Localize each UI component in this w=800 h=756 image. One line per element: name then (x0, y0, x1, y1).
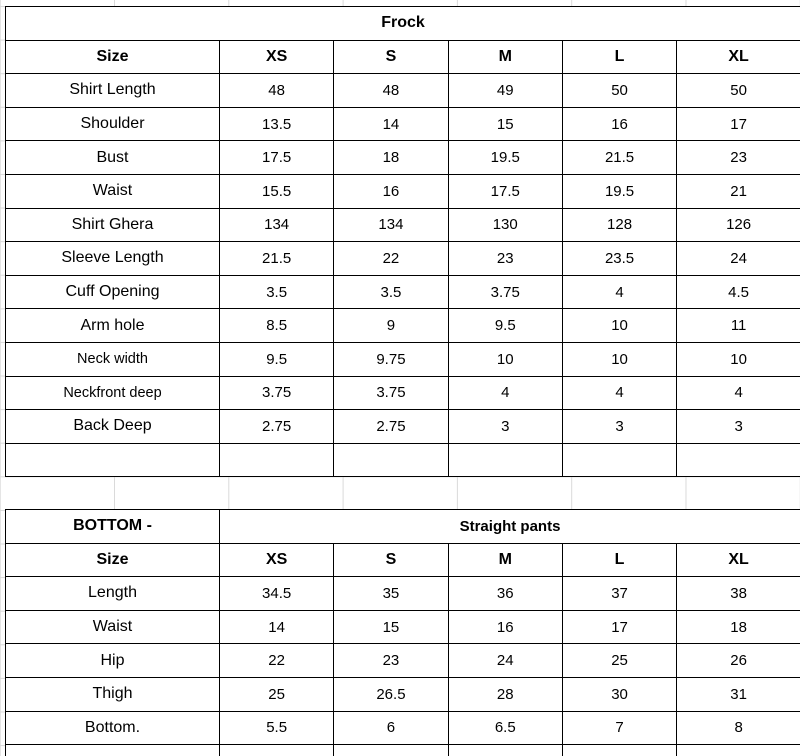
row-label[interactable]: Back Deep (6, 410, 220, 444)
empty-cell[interactable] (448, 745, 562, 756)
value-cell[interactable]: 22 (220, 644, 334, 678)
value-cell[interactable]: 2.75 (220, 410, 334, 444)
value-cell[interactable]: 2.75 (334, 410, 448, 444)
row-label[interactable]: Length (6, 577, 220, 611)
header-cell[interactable]: S (334, 543, 448, 577)
table-row (6, 644, 800, 678)
value-cell[interactable]: 23 (448, 242, 562, 276)
value-cell[interactable]: 21.5 (562, 141, 676, 175)
value-cell[interactable]: 49 (448, 74, 562, 108)
row-label[interactable]: Waist (6, 174, 220, 208)
value-cell[interactable]: 14 (220, 610, 334, 644)
value-cell[interactable]: 23 (677, 141, 800, 175)
value-cell[interactable]: 50 (677, 74, 800, 108)
header-cell[interactable]: XL (677, 40, 800, 74)
value-cell[interactable]: 16 (448, 610, 562, 644)
row-label[interactable]: Shirt Length (6, 74, 220, 108)
table-row (6, 376, 800, 410)
value-cell[interactable]: 30 (562, 677, 676, 711)
value-cell[interactable]: 3.5 (220, 275, 334, 309)
value-cell[interactable]: 17.5 (448, 174, 562, 208)
empty-cell[interactable] (6, 745, 220, 756)
frock-title-row (6, 7, 800, 41)
value-cell[interactable]: 4 (677, 376, 800, 410)
value-cell[interactable]: 24 (448, 644, 562, 678)
table-row (6, 275, 800, 309)
value-cell[interactable]: 21.5 (220, 242, 334, 276)
value-cell[interactable]: 37 (562, 577, 676, 611)
value-cell[interactable]: 10 (448, 342, 562, 376)
table-row (6, 610, 800, 644)
empty-cell[interactable] (448, 443, 562, 477)
header-cell[interactable]: L (562, 543, 676, 577)
value-cell[interactable]: 18 (334, 141, 448, 175)
value-cell[interactable]: 15 (334, 610, 448, 644)
value-cell[interactable]: 28 (448, 677, 562, 711)
table-row (6, 141, 800, 175)
value-cell[interactable]: 3.75 (448, 275, 562, 309)
value-cell[interactable]: 3.5 (334, 275, 448, 309)
empty-row (6, 443, 800, 477)
value-cell[interactable]: 134 (220, 208, 334, 242)
value-cell[interactable]: 17 (562, 610, 676, 644)
row-label[interactable]: Shoulder (6, 107, 220, 141)
row-label[interactable]: Bottom. (6, 711, 220, 745)
value-cell[interactable]: 48 (334, 74, 448, 108)
value-cell[interactable]: 31 (677, 677, 800, 711)
header-cell[interactable]: L (562, 40, 676, 74)
value-cell[interactable]: 14 (334, 107, 448, 141)
empty-cell[interactable] (6, 443, 220, 477)
header-cell[interactable]: Size (6, 40, 220, 74)
value-cell[interactable]: 3 (562, 410, 676, 444)
value-cell[interactable]: 11 (677, 309, 800, 343)
value-cell[interactable]: 13.5 (220, 107, 334, 141)
empty-cell[interactable] (334, 745, 448, 756)
table-row (6, 174, 800, 208)
row-label[interactable]: Neck width (6, 342, 220, 376)
value-cell[interactable]: 36 (448, 577, 562, 611)
value-cell[interactable]: 10 (562, 309, 676, 343)
header-cell[interactable]: XL (677, 543, 800, 577)
value-cell[interactable]: 134 (334, 208, 448, 242)
value-cell[interactable]: 3 (448, 410, 562, 444)
row-label[interactable]: Bust (6, 141, 220, 175)
table-row (6, 107, 800, 141)
value-cell[interactable]: 23 (334, 644, 448, 678)
header-cell[interactable]: S (334, 40, 448, 74)
value-cell[interactable]: 8 (677, 711, 800, 745)
value-cell[interactable]: 3.75 (334, 376, 448, 410)
value-cell[interactable]: 16 (562, 107, 676, 141)
value-cell[interactable]: 24 (677, 242, 800, 276)
table-row (6, 74, 800, 108)
bottom-header-row (6, 543, 800, 577)
value-cell[interactable]: 6.5 (448, 711, 562, 745)
header-cell[interactable]: XS (220, 40, 334, 74)
value-cell[interactable]: 9 (334, 309, 448, 343)
table-row (6, 208, 800, 242)
value-cell[interactable]: 21 (677, 174, 800, 208)
empty-cell[interactable] (334, 443, 448, 477)
empty-cell[interactable] (220, 443, 334, 477)
value-cell[interactable]: 25 (562, 644, 676, 678)
frock-title[interactable]: Frock (6, 7, 800, 41)
value-cell[interactable]: 48 (220, 74, 334, 108)
value-cell[interactable]: 9.5 (448, 309, 562, 343)
frock-header-row (6, 40, 800, 74)
table-row (6, 577, 800, 611)
value-cell[interactable]: 19.5 (448, 141, 562, 175)
value-cell[interactable]: 19.5 (562, 174, 676, 208)
value-cell[interactable]: 34.5 (220, 577, 334, 611)
row-label[interactable]: Waist (6, 610, 220, 644)
value-cell[interactable]: 25 (220, 677, 334, 711)
value-cell[interactable]: 9.5 (220, 342, 334, 376)
value-cell[interactable]: 23.5 (562, 242, 676, 276)
row-label[interactable]: Sleeve Length (6, 242, 220, 276)
empty-row (6, 745, 800, 756)
row-label[interactable]: Hip (6, 644, 220, 678)
row-label[interactable]: Neckfront deep (6, 376, 220, 410)
value-cell[interactable]: 17.5 (220, 141, 334, 175)
value-cell[interactable]: 3.75 (220, 376, 334, 410)
value-cell[interactable]: 18 (677, 610, 800, 644)
bottom-size-table (5, 509, 800, 756)
bottom-subtitle[interactable]: Straight pants (220, 510, 800, 544)
value-cell[interactable]: 4 (448, 376, 562, 410)
value-cell[interactable]: 9.75 (334, 342, 448, 376)
header-cell[interactable]: Size (6, 543, 220, 577)
empty-cell[interactable] (677, 443, 800, 477)
value-cell[interactable]: 35 (334, 577, 448, 611)
row-label[interactable]: Cuff Opening (6, 275, 220, 309)
value-cell[interactable]: 10 (677, 342, 800, 376)
table-row (6, 711, 800, 745)
empty-cell[interactable] (220, 745, 334, 756)
table-row (6, 242, 800, 276)
value-cell[interactable]: 126 (677, 208, 800, 242)
row-label[interactable]: Arm hole (6, 309, 220, 343)
table-row (6, 342, 800, 376)
value-cell[interactable]: 17 (677, 107, 800, 141)
frock-size-table (5, 6, 800, 477)
value-cell[interactable]: 130 (448, 208, 562, 242)
value-cell[interactable]: 38 (677, 577, 800, 611)
value-cell[interactable]: 4 (562, 275, 676, 309)
table-row (6, 410, 800, 444)
value-cell[interactable]: 5.5 (220, 711, 334, 745)
value-cell[interactable]: 8.5 (220, 309, 334, 343)
value-cell[interactable]: 26.5 (334, 677, 448, 711)
bottom-title-row (6, 510, 800, 544)
value-cell[interactable]: 3 (677, 410, 800, 444)
value-cell[interactable]: 128 (562, 208, 676, 242)
value-cell[interactable]: 15.5 (220, 174, 334, 208)
table-row (6, 677, 800, 711)
value-cell[interactable]: 16 (334, 174, 448, 208)
table-row (6, 309, 800, 343)
bottom-title[interactable]: BOTTOM - (6, 510, 220, 544)
value-cell[interactable]: 50 (562, 74, 676, 108)
value-cell[interactable]: 7 (562, 711, 676, 745)
row-label[interactable]: Thigh (6, 677, 220, 711)
empty-cell[interactable] (562, 745, 676, 756)
value-cell[interactable]: 15 (448, 107, 562, 141)
header-cell[interactable]: M (448, 40, 562, 74)
header-cell[interactable]: M (448, 543, 562, 577)
value-cell[interactable]: 6 (334, 711, 448, 745)
header-cell[interactable]: XS (220, 543, 334, 577)
value-cell[interactable]: 10 (562, 342, 676, 376)
row-label[interactable]: Shirt Ghera (6, 208, 220, 242)
value-cell[interactable]: 4.5 (677, 275, 800, 309)
empty-cell[interactable] (562, 443, 676, 477)
value-cell[interactable]: 4 (562, 376, 676, 410)
empty-cell[interactable] (677, 745, 800, 756)
value-cell[interactable]: 26 (677, 644, 800, 678)
value-cell[interactable]: 22 (334, 242, 448, 276)
